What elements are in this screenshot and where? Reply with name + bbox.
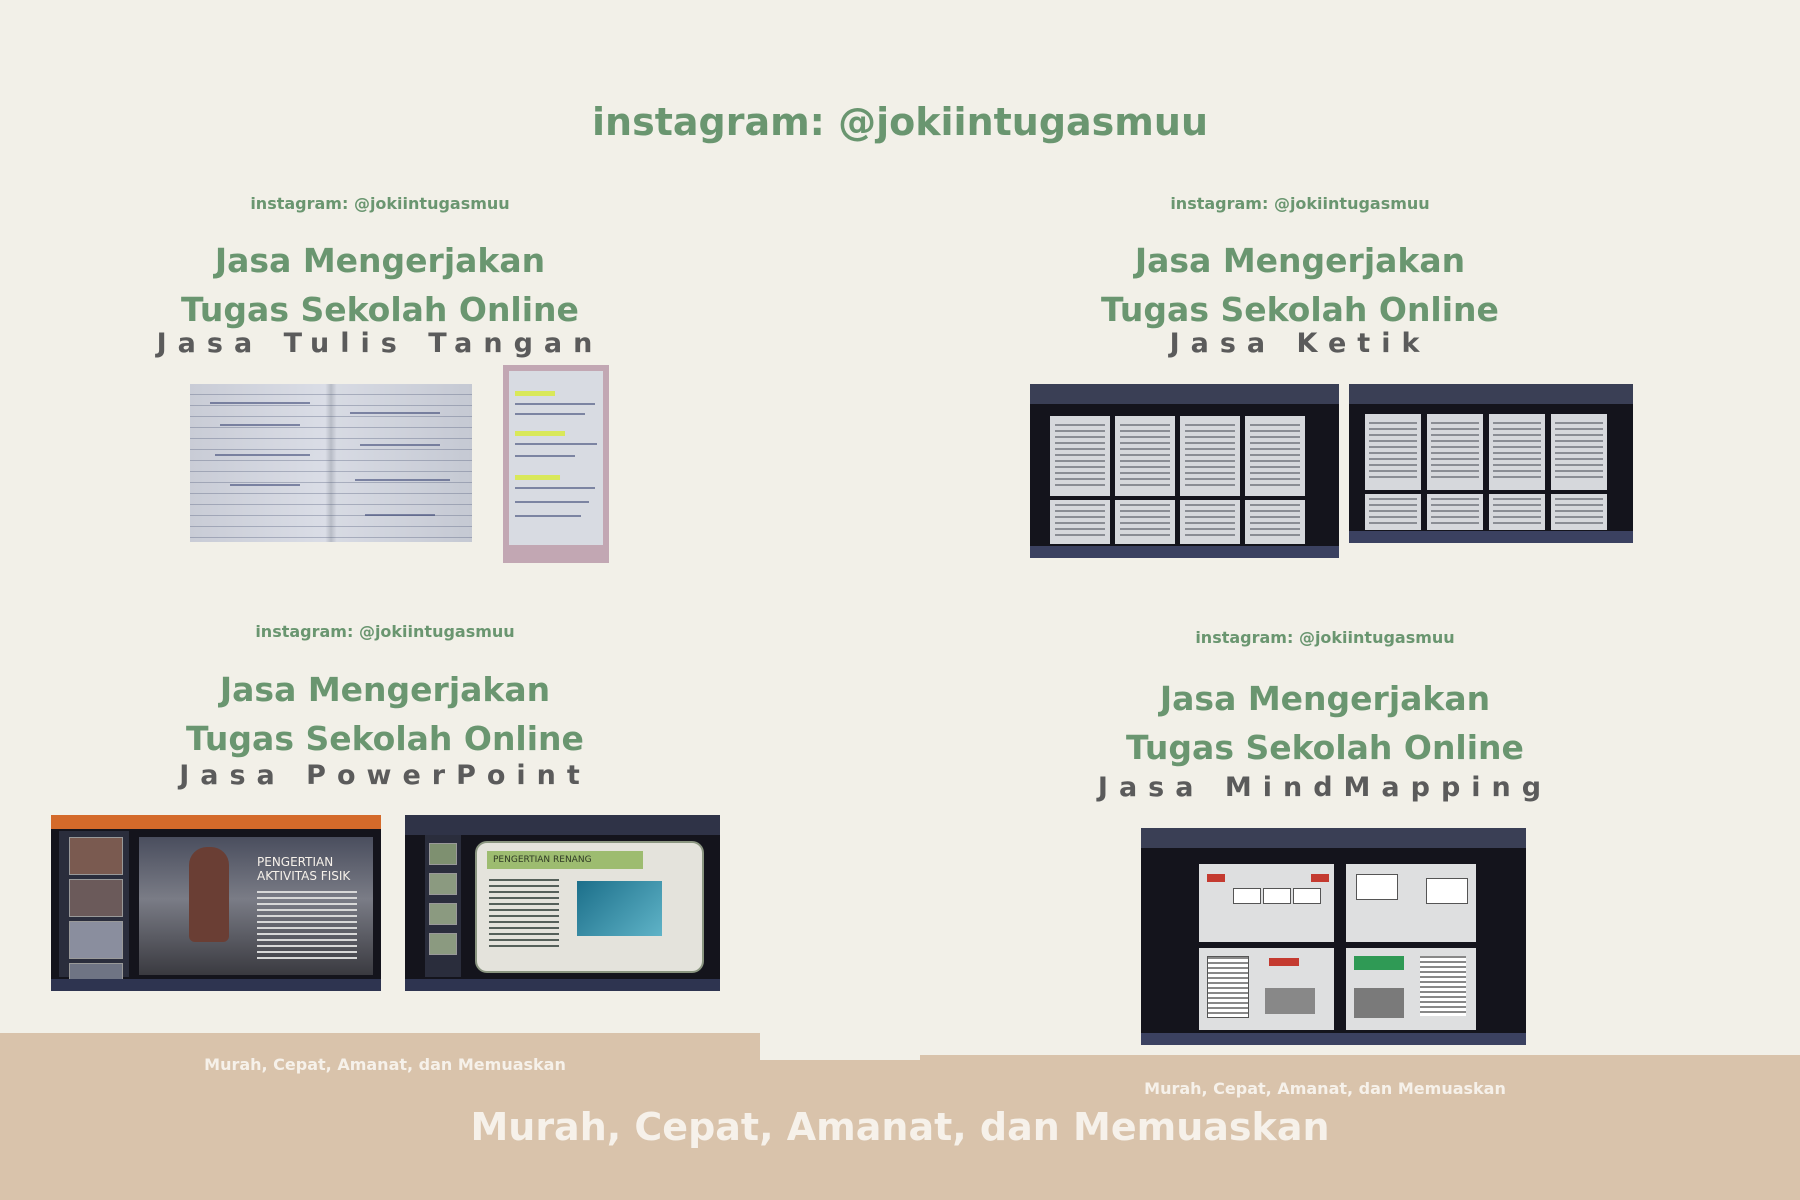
handwriting-photo-1 [190,384,472,542]
panel-2-title [1050,236,1550,334]
ppt-screenshot-1 [51,815,381,991]
panel-3-title [135,665,635,763]
panel-4-title [1075,674,1575,772]
panel-3-handle: instagram: @jokiintugasmuu [255,622,515,641]
typing-screenshot-1 [1030,384,1339,558]
ppt-slide-title: PENGERTIAN AKTIVITAS FISIK [257,855,351,883]
panel-1-title [130,236,630,334]
panel-4-service: Jasa MindMapping [1097,772,1553,803]
panel-1-title-line2: Tugas Sekolah Online [181,290,579,329]
panel-3-title-line2: Tugas Sekolah Online [186,719,584,758]
footer-tagline-main: Murah, Cepat, Amanat, dan Memuaskan [470,1105,1330,1149]
footer-tagline-right: Murah, Cepat, Amanat, dan Memuaskan [1144,1079,1506,1098]
panel-4-title-line2: Tugas Sekolah Online [1126,728,1524,767]
panel-4-handle: instagram: @jokiintugasmuu [1195,628,1455,647]
panel-2-service: Jasa Ketik [1169,328,1431,359]
panel-3-service: Jasa PowerPoint [179,760,591,791]
ppt-slide2-title: PENGERTIAN RENANG [487,851,643,869]
typing-screenshot-2 [1349,384,1633,543]
panel-1-service: Jasa Tulis Tangan [156,328,604,359]
panel-3-title-line1: Jasa Mengerjakan [219,670,551,709]
panel-2-title-line1: Jasa Mengerjakan [1134,241,1466,280]
handwriting-photo-2 [503,365,609,563]
panel-2-title-line2: Tugas Sekolah Online [1101,290,1499,329]
footer-tagline-left: Murah, Cepat, Amanat, dan Memuaskan [204,1055,566,1074]
panel-1-handle: instagram: @jokiintugasmuu [250,194,510,213]
main-instagram-handle: instagram: @jokiintugasmuu [592,100,1208,144]
panel-4-title-line1: Jasa Mengerjakan [1159,679,1491,718]
panel-2-handle: instagram: @jokiintugasmuu [1170,194,1430,213]
ppt-screenshot-2 [405,815,720,991]
mindmap-screenshot [1141,828,1526,1045]
panel-1-title-line1: Jasa Mengerjakan [214,241,546,280]
